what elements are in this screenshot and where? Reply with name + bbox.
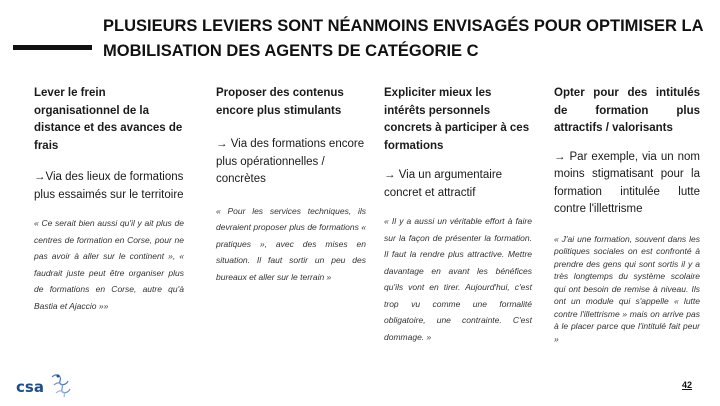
column-quote: « Ce serait bien aussi qu'il y ait plus de centres de formation en Corse, pour ne pas avoir à aller sur le continent », « faudrait juste peut être organiser plus de formations en Corse, autre qu'à Bastia et Ajaccio »» — [34, 218, 184, 311]
column-lead: Proposer des contenus encore plus stimulants — [216, 87, 344, 117]
column-quote: « Pour les services techniques, ils devraient proposer plus de formations « pratiques », avec des mises en situation. Il faut sortir un peu des bureaux et aller sur le terrain » — [216, 205, 366, 282]
csa-logo-icon — [16, 371, 76, 401]
column-3 — [384, 85, 532, 345]
page-number: 42 — [681, 380, 692, 390]
column-2 — [216, 85, 366, 285]
column-lead: Lever le frein organisationnel de la distance et des avances de frais — [34, 87, 183, 152]
column-detail: → Par exemple, via un nom moins stigmatisant pour la formation intitulée lutte contre l'illettrisme — [554, 150, 700, 215]
column-quote: « J'ai une formation, souvent dans les politiques sociales on est confronté à prendre des gens qui sont sortis il y a très longtemps du système scolaire qui ont besoin de remise à niveau. Ils ont un module qui s'appelle « lutte contre l'illettrisme » mais on arrive pas à le placer parce que l'intitulé fait peur » — [554, 233, 700, 344]
title-accent-bar — [13, 45, 92, 50]
column-detail: → Via un argumentaire concret et attractif — [384, 169, 503, 199]
column-lead: Expliciter mieux les intérêts personnels concrets à participer à ces formations — [384, 87, 530, 152]
csa-logo — [16, 371, 76, 406]
column-detail: → Via des formations encore plus opérationnelles / concrètes — [216, 138, 365, 185]
column-detail: →Via des lieux de formations plus essaimés sur le territoire — [34, 171, 184, 201]
column-1 — [34, 85, 184, 314]
column-quote: « Il y a aussi un véritable effort à faire sur la façon de présenter la formation. Il faut la rendre plus attractive. Mettre davantage en avant les bénéfices qu'ils vont en tirer. Aujourd'hui, c'est trop vu comme une formalité obligatoire, une contrainte. C'est dommage. » — [384, 216, 532, 342]
column-4 — [554, 85, 700, 345]
csa-logo-text: csa — [16, 378, 44, 396]
slide-title: PLUSIEURS LEVIERS SONT NÉANMOINS ENVISAGÉS POUR OPTIMISER LA MOBILISATION DES AGENTS DE CATÉGORIE C — [103, 17, 703, 60]
column-lead: Opter pour des intitulés de formation plus attractifs / valorisants — [554, 87, 700, 134]
